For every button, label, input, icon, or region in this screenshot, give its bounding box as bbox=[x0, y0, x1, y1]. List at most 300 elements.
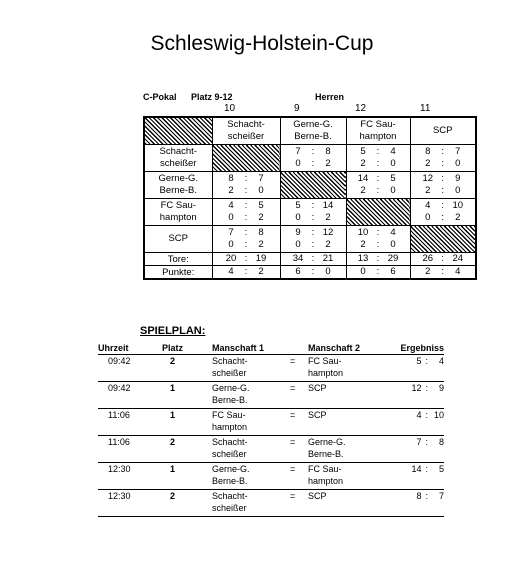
team-2-text bbox=[308, 382, 386, 394]
tore-cell bbox=[280, 253, 346, 266]
goals bbox=[281, 227, 346, 239]
equals-sign: = bbox=[290, 409, 308, 436]
category-label: Herren bbox=[315, 92, 345, 102]
points-left: 2 bbox=[425, 158, 431, 169]
colon-separator: : bbox=[425, 356, 428, 366]
result-left: 7 bbox=[416, 437, 422, 447]
equals-sign: = bbox=[290, 436, 308, 463]
row-team-text bbox=[145, 233, 212, 245]
team-1-text bbox=[212, 382, 290, 406]
match-time: 12:30 bbox=[98, 463, 142, 490]
result-left: 14 bbox=[411, 464, 422, 474]
header-ergebniss: Ergebniss bbox=[386, 342, 444, 355]
points bbox=[347, 185, 410, 197]
tore-label: Tore: bbox=[144, 253, 212, 266]
schedule-table bbox=[98, 342, 444, 517]
team-2-text-line: SCP bbox=[308, 491, 327, 501]
points-right: 0 bbox=[258, 185, 264, 196]
team-2 bbox=[308, 436, 386, 463]
result-right: 5 bbox=[438, 464, 444, 474]
colon-separator: : bbox=[425, 464, 428, 474]
punkte-row bbox=[144, 266, 476, 280]
schedule-title: SPIELPLAN: bbox=[140, 325, 206, 337]
goals-right: 4 bbox=[390, 227, 396, 238]
team-2-text-line: Gerne-G. bbox=[308, 437, 346, 447]
goals-left: 10 bbox=[357, 227, 369, 238]
row-team-text bbox=[145, 146, 212, 170]
colon-separator: : bbox=[311, 239, 315, 250]
colon-separator: : bbox=[311, 253, 315, 264]
goals bbox=[213, 200, 280, 212]
punkte-left: 0 bbox=[360, 266, 366, 277]
points-left: 0 bbox=[295, 158, 301, 169]
points-right: 0 bbox=[390, 239, 396, 250]
header-manschaft-2: Manschaft 2 bbox=[308, 342, 386, 355]
team-1 bbox=[212, 490, 290, 517]
equals-sign: = bbox=[290, 490, 308, 517]
match-cell bbox=[410, 172, 476, 199]
diagonal-hatch bbox=[212, 145, 280, 172]
goals-right: 12 bbox=[322, 227, 334, 238]
tore-left: 34 bbox=[292, 253, 304, 264]
team-2 bbox=[308, 463, 386, 490]
goals-right: 8 bbox=[325, 146, 331, 157]
tore-right: 21 bbox=[322, 253, 334, 264]
team-1 bbox=[212, 355, 290, 382]
goals-left: 8 bbox=[425, 146, 431, 157]
punkte bbox=[281, 266, 346, 278]
header-eq bbox=[290, 342, 308, 355]
punkte bbox=[213, 266, 280, 278]
colon-separator: : bbox=[441, 266, 445, 277]
points bbox=[411, 212, 476, 224]
match-platz: 1 bbox=[142, 382, 212, 409]
team-1-text-line: Gerne-G. bbox=[212, 383, 250, 393]
colon-separator: : bbox=[376, 173, 380, 184]
result-right: 4 bbox=[438, 356, 444, 366]
team-1-text-line: FC Sau- bbox=[212, 410, 246, 420]
colon-separator: : bbox=[376, 146, 380, 157]
row-team-label bbox=[144, 226, 212, 253]
col-header bbox=[280, 117, 346, 145]
row-team-text bbox=[145, 173, 212, 197]
team-1-text-line: hampton bbox=[212, 422, 248, 432]
match-cell bbox=[212, 226, 280, 253]
team-1 bbox=[212, 409, 290, 436]
points bbox=[411, 185, 476, 197]
goals-left: 4 bbox=[228, 200, 234, 211]
match-platz: 2 bbox=[142, 490, 212, 517]
punkte-cell bbox=[212, 266, 280, 280]
match-time: 09:42 bbox=[98, 382, 142, 409]
match-cell bbox=[280, 226, 346, 253]
goals-right: 7 bbox=[455, 146, 461, 157]
colon-separator: : bbox=[441, 200, 445, 211]
team-1-text-line: Schacht- bbox=[212, 437, 248, 447]
cross-table bbox=[143, 116, 477, 280]
cross-header-row bbox=[144, 117, 476, 145]
points-right: 0 bbox=[455, 158, 461, 169]
punkte-left: 4 bbox=[228, 266, 234, 277]
team-1 bbox=[212, 436, 290, 463]
colon-separator: : bbox=[244, 173, 248, 184]
col-header-text bbox=[347, 119, 410, 143]
points-left: 0 bbox=[228, 212, 234, 223]
tore-cell bbox=[212, 253, 280, 266]
col-header-text bbox=[411, 125, 476, 137]
goals-right: 14 bbox=[322, 200, 334, 211]
result-right: 10 bbox=[433, 410, 444, 420]
team-1-text bbox=[212, 409, 290, 433]
col-number-3: 12 bbox=[355, 103, 367, 114]
row-team-text-line: hampton bbox=[159, 212, 197, 223]
goals bbox=[347, 227, 410, 239]
punkte bbox=[347, 266, 410, 278]
punkte-cell bbox=[346, 266, 410, 280]
points-left: 2 bbox=[360, 239, 366, 250]
points bbox=[347, 158, 410, 170]
goals bbox=[411, 200, 476, 212]
colon-separator: : bbox=[244, 253, 248, 264]
goals-left: 8 bbox=[228, 173, 234, 184]
match-cell bbox=[346, 172, 410, 199]
colon-separator: : bbox=[441, 146, 445, 157]
team-2-text bbox=[308, 463, 386, 487]
tore-right: 29 bbox=[387, 253, 399, 264]
points bbox=[213, 185, 280, 197]
result-pair bbox=[409, 490, 444, 502]
tore-cell bbox=[410, 253, 476, 266]
team-1-text-line: Schacht- bbox=[212, 491, 248, 501]
row-team-text-line: Schacht- bbox=[159, 146, 197, 157]
header-uhrzeit: Uhrzeit bbox=[98, 342, 142, 355]
match-cell bbox=[346, 145, 410, 172]
goals-left: 4 bbox=[425, 200, 431, 211]
result-left: 12 bbox=[411, 383, 422, 393]
goals-right: 5 bbox=[390, 173, 396, 184]
cross-row bbox=[144, 226, 476, 253]
goals-left: 7 bbox=[228, 227, 234, 238]
match-cell bbox=[280, 145, 346, 172]
tore-cell bbox=[346, 253, 410, 266]
team-2-text-line: SCP bbox=[308, 410, 327, 420]
row-team-text-line: FC Sau- bbox=[160, 200, 196, 211]
cross-row bbox=[144, 172, 476, 199]
goals-right: 7 bbox=[258, 173, 264, 184]
colon-separator: : bbox=[311, 227, 315, 238]
col-header-text-line: Schacht- bbox=[227, 119, 265, 130]
row-team-text-line: scheißer bbox=[160, 158, 197, 169]
col-header bbox=[410, 117, 476, 145]
result-right: 8 bbox=[438, 437, 444, 447]
punkte-left: 6 bbox=[295, 266, 301, 277]
group-label: C-Pokal bbox=[143, 92, 177, 102]
goals bbox=[281, 146, 346, 158]
goals bbox=[281, 200, 346, 212]
colon-separator: : bbox=[244, 239, 248, 250]
colon-separator: : bbox=[425, 437, 428, 447]
match-cell bbox=[280, 199, 346, 226]
points-left: 2 bbox=[360, 158, 366, 169]
points-left: 0 bbox=[425, 212, 431, 223]
col-header-text-line: FC Sau- bbox=[360, 119, 396, 130]
team-2-text-line: hampton bbox=[308, 476, 344, 486]
col-header-text-line: scheißer bbox=[227, 131, 265, 142]
colon-separator: : bbox=[425, 491, 428, 501]
colon-separator: : bbox=[311, 146, 315, 157]
colon-separator: : bbox=[244, 227, 248, 238]
schedule-body bbox=[98, 355, 444, 517]
colon-separator: : bbox=[244, 266, 248, 277]
goals bbox=[213, 173, 280, 185]
points-right: 2 bbox=[325, 239, 331, 250]
goals bbox=[411, 146, 476, 158]
team-2-text-line: FC Sau- bbox=[308, 356, 342, 366]
result-left: 4 bbox=[416, 410, 422, 420]
points-left: 0 bbox=[295, 239, 301, 250]
team-2-text-line: SCP bbox=[308, 383, 327, 393]
tore-left: 13 bbox=[357, 253, 369, 264]
schedule-row bbox=[98, 382, 444, 409]
col-header-text-line: Gerne-G. bbox=[293, 119, 333, 130]
corner-hatch bbox=[144, 117, 212, 145]
colon-separator: : bbox=[425, 383, 428, 393]
punkte-label: Punkte: bbox=[144, 266, 212, 280]
result-pair bbox=[409, 463, 444, 475]
schedule-row bbox=[98, 490, 444, 517]
match-cell bbox=[410, 145, 476, 172]
colon-separator: : bbox=[376, 158, 380, 169]
team-2-text bbox=[308, 355, 386, 379]
colon-separator: : bbox=[376, 253, 380, 264]
points-left: 0 bbox=[228, 239, 234, 250]
match-cell bbox=[410, 199, 476, 226]
colon-separator: : bbox=[376, 227, 380, 238]
team-1-text-line: scheißer bbox=[212, 449, 247, 459]
col-header-text bbox=[213, 119, 280, 143]
team-1-text bbox=[212, 490, 290, 514]
cross-table-body bbox=[144, 117, 476, 279]
goals-right: 5 bbox=[258, 200, 264, 211]
result-left: 5 bbox=[416, 356, 422, 366]
team-2-text-line: Berne-B. bbox=[308, 449, 344, 459]
match-result bbox=[386, 355, 444, 382]
goals-left: 5 bbox=[360, 146, 366, 157]
colon-separator: : bbox=[441, 185, 445, 196]
colon-separator: : bbox=[441, 212, 445, 223]
punkte bbox=[411, 266, 476, 278]
colon-separator: : bbox=[311, 158, 315, 169]
match-result bbox=[386, 409, 444, 436]
colon-separator: : bbox=[311, 212, 315, 223]
team-2 bbox=[308, 490, 386, 517]
result-pair bbox=[409, 409, 444, 421]
points bbox=[281, 239, 346, 251]
team-2-text bbox=[308, 409, 386, 421]
team-1-text-line: Schacht- bbox=[212, 356, 248, 366]
goals bbox=[347, 146, 410, 158]
match-cell bbox=[212, 199, 280, 226]
equals-sign: = bbox=[290, 382, 308, 409]
team-1 bbox=[212, 463, 290, 490]
match-time: 12:30 bbox=[98, 490, 142, 517]
points-right: 2 bbox=[455, 212, 461, 223]
points bbox=[213, 212, 280, 224]
match-result bbox=[386, 382, 444, 409]
match-platz: 2 bbox=[142, 436, 212, 463]
header-manschaft-1: Manschaft 1 bbox=[212, 342, 290, 355]
tore-right: 19 bbox=[255, 253, 267, 264]
punkte-left: 2 bbox=[425, 266, 431, 277]
punkte-right: 4 bbox=[455, 266, 461, 277]
team-1-text bbox=[212, 355, 290, 379]
col-header-text bbox=[281, 119, 346, 143]
team-1-text-line: Berne-B. bbox=[212, 476, 248, 486]
team-2 bbox=[308, 355, 386, 382]
result-pair bbox=[409, 382, 444, 394]
goals bbox=[347, 173, 410, 185]
header-platz: Platz bbox=[142, 342, 212, 355]
colon-separator: : bbox=[244, 212, 248, 223]
result-right: 9 bbox=[438, 383, 444, 393]
row-team-label bbox=[144, 172, 212, 199]
punkte-right: 2 bbox=[258, 266, 264, 277]
team-1-text bbox=[212, 463, 290, 487]
row-team-text-line: Gerne-G. bbox=[158, 173, 199, 184]
points bbox=[281, 158, 346, 170]
goals bbox=[213, 227, 280, 239]
col-number-1: 10 bbox=[224, 103, 236, 114]
team-1-text-line: scheißer bbox=[212, 503, 247, 513]
diagonal-hatch bbox=[410, 226, 476, 253]
points-right: 2 bbox=[325, 158, 331, 169]
tore-left: 20 bbox=[225, 253, 237, 264]
result-pair bbox=[409, 436, 444, 448]
points bbox=[281, 212, 346, 224]
cross-row bbox=[144, 145, 476, 172]
punkte-right: 6 bbox=[390, 266, 396, 277]
team-2-text-line: FC Sau- bbox=[308, 464, 342, 474]
points-right: 0 bbox=[390, 185, 396, 196]
col-header-text-line: SCP bbox=[432, 125, 453, 136]
goals-left: 5 bbox=[295, 200, 301, 211]
goals-left: 12 bbox=[422, 173, 434, 184]
points-left: 0 bbox=[295, 212, 301, 223]
points-right: 2 bbox=[258, 239, 264, 250]
goals-left: 14 bbox=[357, 173, 369, 184]
match-platz: 2 bbox=[142, 355, 212, 382]
colon-separator: : bbox=[311, 266, 315, 277]
goals-right: 9 bbox=[455, 173, 461, 184]
team-2-text bbox=[308, 436, 386, 460]
team-1-text-line: Gerne-G. bbox=[212, 464, 250, 474]
team-1-text bbox=[212, 436, 290, 460]
points-right: 0 bbox=[455, 185, 461, 196]
equals-sign: = bbox=[290, 463, 308, 490]
points-right: 0 bbox=[390, 158, 396, 169]
punkte-cell bbox=[410, 266, 476, 280]
cross-row bbox=[144, 199, 476, 226]
match-result bbox=[386, 463, 444, 490]
match-time: 11:06 bbox=[98, 409, 142, 436]
goals-left: 7 bbox=[295, 146, 301, 157]
col-number-2: 9 bbox=[294, 103, 300, 114]
colon-separator: : bbox=[376, 266, 380, 277]
goals-right: 8 bbox=[258, 227, 264, 238]
schedule-row bbox=[98, 409, 444, 436]
team-1 bbox=[212, 382, 290, 409]
colon-separator: : bbox=[244, 200, 248, 211]
colon-separator: : bbox=[244, 185, 248, 196]
schedule-row bbox=[98, 436, 444, 463]
team-2 bbox=[308, 409, 386, 436]
match-platz: 1 bbox=[142, 409, 212, 436]
col-number-4: 11 bbox=[420, 103, 431, 114]
tore bbox=[213, 253, 280, 265]
team-1-text-line: Berne-B. bbox=[212, 395, 248, 405]
row-team-text bbox=[145, 200, 212, 224]
col-header bbox=[346, 117, 410, 145]
tore-row bbox=[144, 253, 476, 266]
diagonal-hatch bbox=[280, 172, 346, 199]
result-pair bbox=[409, 355, 444, 367]
row-team-label bbox=[144, 199, 212, 226]
place-label: Platz 9-12 bbox=[191, 92, 233, 102]
equals-sign: = bbox=[290, 355, 308, 382]
goals bbox=[411, 173, 476, 185]
colon-separator: : bbox=[311, 200, 315, 211]
points bbox=[411, 158, 476, 170]
tore bbox=[281, 253, 346, 265]
colon-separator: : bbox=[441, 253, 445, 264]
goals-left: 9 bbox=[295, 227, 301, 238]
points-left: 2 bbox=[360, 185, 366, 196]
match-cell bbox=[346, 226, 410, 253]
points-right: 2 bbox=[258, 212, 264, 223]
match-time: 09:42 bbox=[98, 355, 142, 382]
colon-separator: : bbox=[425, 410, 428, 420]
match-result bbox=[386, 490, 444, 517]
col-header-text-line: hampton bbox=[359, 131, 397, 142]
team-2-text-line: hampton bbox=[308, 368, 344, 378]
colon-separator: : bbox=[441, 173, 445, 184]
colon-separator: : bbox=[376, 185, 380, 196]
row-team-text-line: SCP bbox=[168, 233, 189, 244]
punkte-cell bbox=[280, 266, 346, 280]
match-time: 11:06 bbox=[98, 436, 142, 463]
schedule-row bbox=[98, 463, 444, 490]
team-2 bbox=[308, 382, 386, 409]
goals-right: 10 bbox=[452, 200, 464, 211]
punkte-right: 0 bbox=[325, 266, 331, 277]
tore-right: 24 bbox=[452, 253, 464, 264]
match-platz: 1 bbox=[142, 463, 212, 490]
team-2-text bbox=[308, 490, 386, 502]
colon-separator: : bbox=[376, 239, 380, 250]
result-left: 8 bbox=[416, 491, 422, 501]
match-cell bbox=[212, 172, 280, 199]
team-1-text-line: scheißer bbox=[212, 368, 247, 378]
schedule-row bbox=[98, 355, 444, 382]
row-team-text-line: Berne-B. bbox=[159, 185, 197, 196]
col-header bbox=[212, 117, 280, 145]
match-result bbox=[386, 436, 444, 463]
points bbox=[347, 239, 410, 251]
result-right: 7 bbox=[438, 491, 444, 501]
diagonal-hatch bbox=[346, 199, 410, 226]
goals-right: 4 bbox=[390, 146, 396, 157]
tore bbox=[347, 253, 410, 265]
